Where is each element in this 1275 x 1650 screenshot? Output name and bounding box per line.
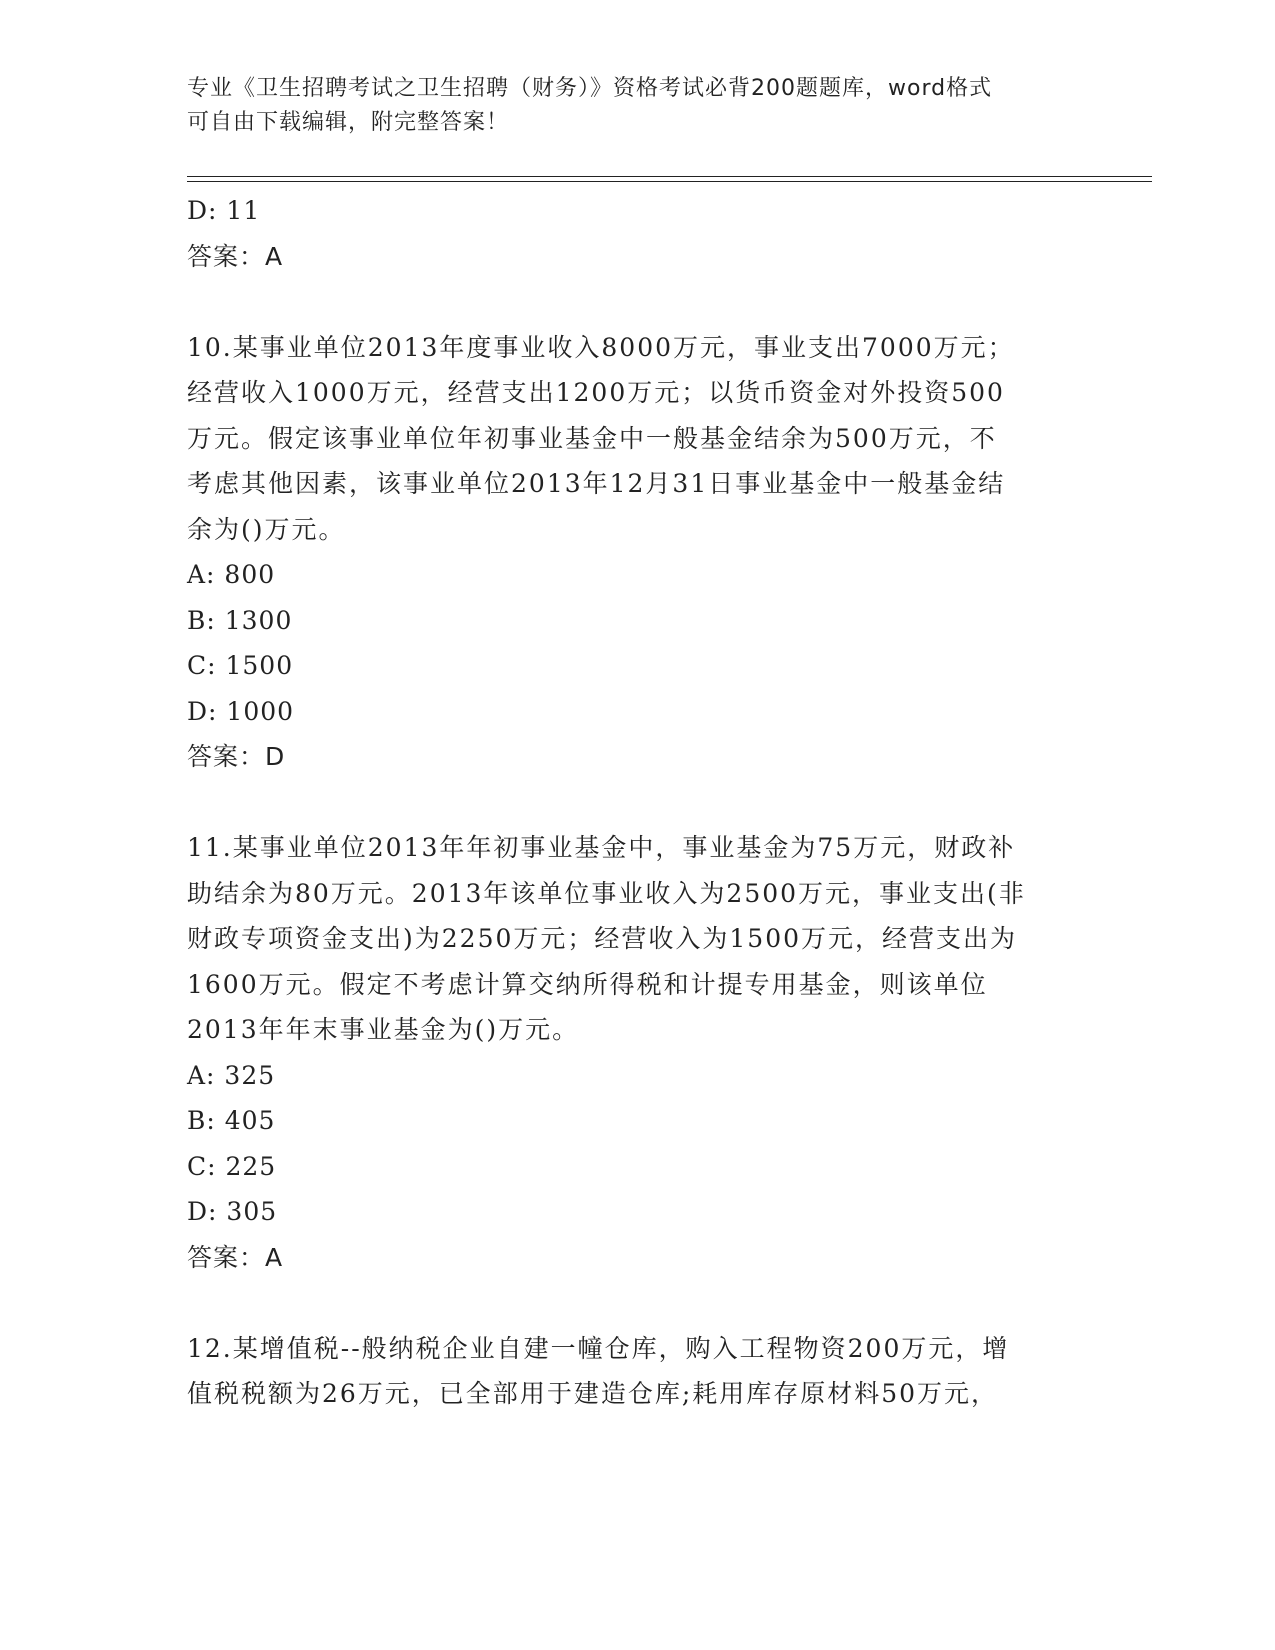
header-divider-top — [187, 176, 1152, 177]
question-option: C: 1500 — [187, 651, 294, 680]
question-option: A: 800 — [187, 560, 276, 589]
question-option: D: 1000 — [187, 696, 295, 726]
question-text-line: 余为()万元。 — [187, 514, 346, 544]
question-option: C: 225 — [187, 1151, 277, 1181]
question-12 — [187, 1326, 1082, 1417]
question-option: A: 325 — [187, 1060, 276, 1090]
question-text-line: 财政专项资金支出)为2250万元；经营收入为1500万元，经营支出为 — [187, 924, 1018, 953]
question-option: B: 1300 — [187, 605, 293, 635]
question-text-line: 1600万元。假定不考虑计算交纳所得税和计提专用基金，则该单位 — [187, 969, 988, 999]
spacer — [187, 1280, 1082, 1326]
question-11 — [187, 825, 1082, 1053]
question-option: B: 405 — [187, 1106, 276, 1135]
header-divider-bottom — [187, 181, 1152, 182]
header-title-line-2: 可自由下载编辑，附完整答案！ — [187, 110, 510, 135]
document-body — [187, 188, 1082, 1417]
answer-line: 答案：A — [187, 241, 284, 271]
answer-line: 答案：A — [187, 1242, 284, 1272]
question-text-line: 经营收入1000万元，经营支出1200万元；以货币资金对外投资500 — [187, 378, 1005, 407]
question-text-line: 考虑其他因素，该事业单位2013年12月31日事业基金中一般基金结 — [187, 469, 1006, 498]
question-option: D: 305 — [187, 1197, 278, 1226]
header-title-line-1: 专业《卫生招聘考试之卫生招聘（财务）》资格考试必背200题题库，word格式 — [187, 76, 993, 101]
question-text-line: 10.某事业单位2013年度事业收入8000万元，事业支出7000万元； — [187, 332, 1015, 362]
question-10 — [187, 325, 1082, 553]
spacer — [187, 279, 1082, 325]
spacer — [187, 780, 1082, 826]
question-text-line: 11.某事业单位2013年年初事业基金中，事业基金为75万元，财政补 — [187, 833, 1016, 862]
question-text-line: 万元。假定该事业单位年初事业基金中一般基金结余为500万元，不 — [187, 423, 997, 453]
question-option: D: 11 — [187, 196, 261, 225]
question-text-line: 2013年年末事业基金为()万元。 — [187, 1015, 580, 1044]
question-text-line: 12.某增值税--般纳税企业自建一幢仓库，购入工程物资200万元，增 — [187, 1333, 1010, 1363]
answer-line: 答案：D — [187, 742, 286, 771]
question-text-line: 值税税额为26万元，已全部用于建造仓库;耗用库存原材料50万元， — [187, 1379, 999, 1408]
question-text-line: 助结余为80万元。2013年该单位事业收入为2500万元，事业支出(非 — [187, 878, 1026, 908]
document-header — [187, 72, 1067, 140]
